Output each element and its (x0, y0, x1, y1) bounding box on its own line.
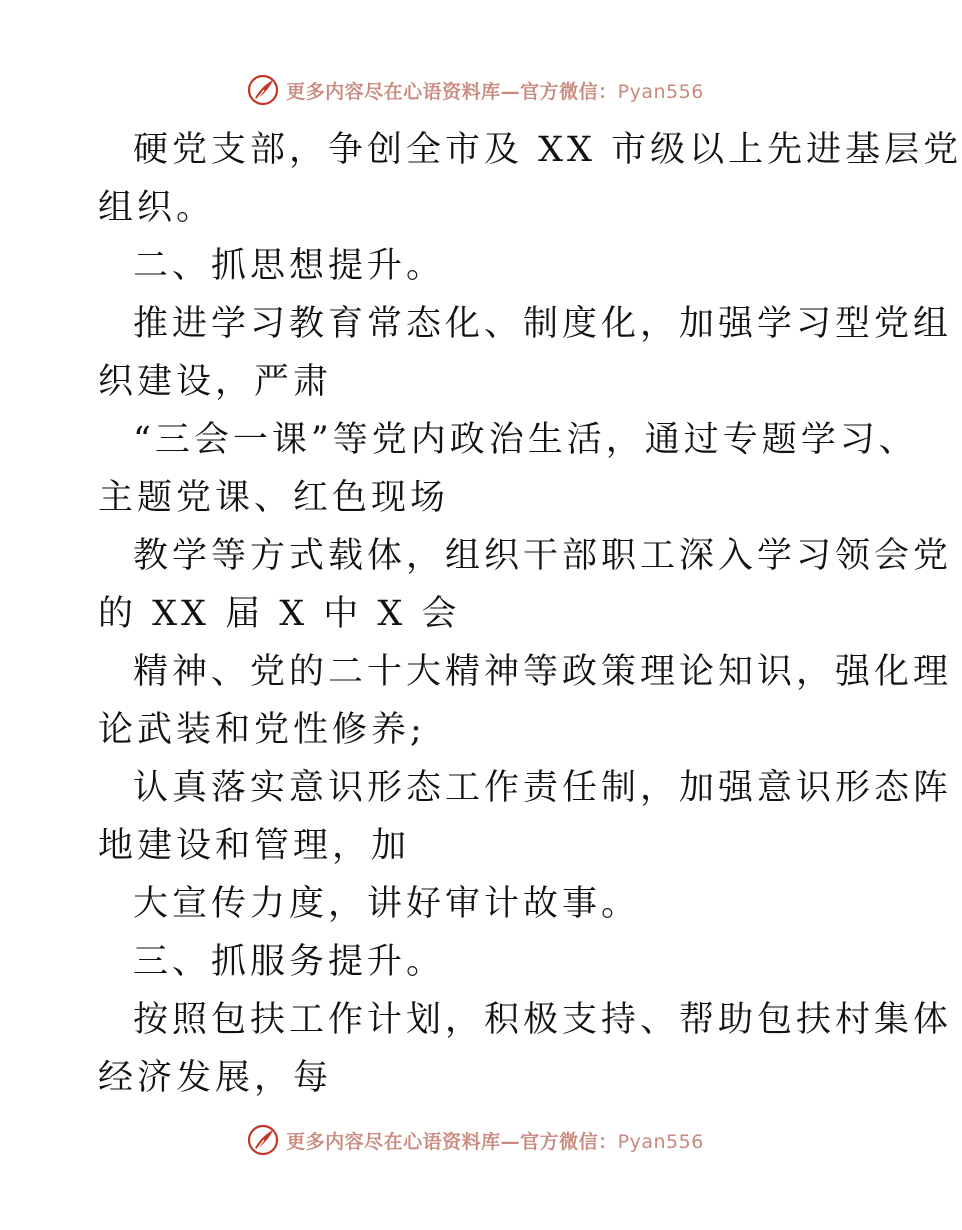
paragraph (98, 527, 953, 643)
watermark-brand: Pyan556 (617, 1130, 704, 1153)
paragraph (98, 121, 962, 237)
paragraph-line: 论武装和党性修养; (98, 710, 426, 750)
paragraph-line: 组织。 (98, 188, 216, 228)
paragraph-line: 织建设，严肃 (98, 362, 333, 402)
section-heading (98, 933, 858, 991)
paragraph (98, 875, 858, 933)
paragraph-line: 三、抓服务提升。 (133, 942, 446, 982)
watermark-text (286, 77, 704, 104)
section-heading (98, 237, 858, 295)
paragraph-line: 主题党课、红色现场 (98, 478, 450, 518)
paragraph-line: 精神、党的二十大精神等政策理论知识，强化理 (133, 652, 953, 692)
paragraph (98, 643, 953, 759)
paragraph-line: 按照包扶工作计划，积极支持、帮助包扶村集体 (133, 1000, 953, 1040)
paragraph-line: 二、抓思想提升。 (133, 246, 446, 286)
paragraph-line: 地建设和管理，加 (98, 826, 411, 866)
paragraph (98, 411, 918, 527)
paragraph-line: 硬党支部，争创全市及 XX 市级以上先进基层党 (133, 130, 962, 170)
paragraph-line: 大宣传力度，讲好审计故事。 (133, 884, 641, 924)
quill-logo-icon (246, 1123, 280, 1157)
paragraph-line: 经济发展，每 (98, 1058, 333, 1098)
paragraph-line: 的 XX 届 X 中 X 会 (98, 594, 461, 634)
paragraph-line: “三会一课”等党内政治生活，通过专题学习、 (133, 420, 918, 460)
paragraph-line: 认真落实意识形态工作责任制，加强意识形态阵 (133, 768, 953, 808)
quill-logo-icon (246, 73, 280, 107)
paragraph (98, 759, 953, 875)
watermark-label: 更多内容尽在心语资料库—官方微信： (286, 80, 618, 103)
document-body (98, 121, 962, 1107)
paragraph (98, 295, 953, 411)
watermark-text (286, 1127, 704, 1154)
watermark-label: 更多内容尽在心语资料库—官方微信： (286, 1130, 618, 1153)
paragraph-line: 推进学习教育常态化、制度化，加强学习型党组 (133, 304, 953, 344)
paragraph (98, 991, 953, 1107)
paragraph-line: 教学等方式载体，组织干部职工深入学习领会党 (133, 536, 953, 576)
header-watermark (0, 70, 950, 110)
watermark-brand: Pyan556 (617, 80, 704, 103)
footer-watermark (0, 1120, 950, 1160)
